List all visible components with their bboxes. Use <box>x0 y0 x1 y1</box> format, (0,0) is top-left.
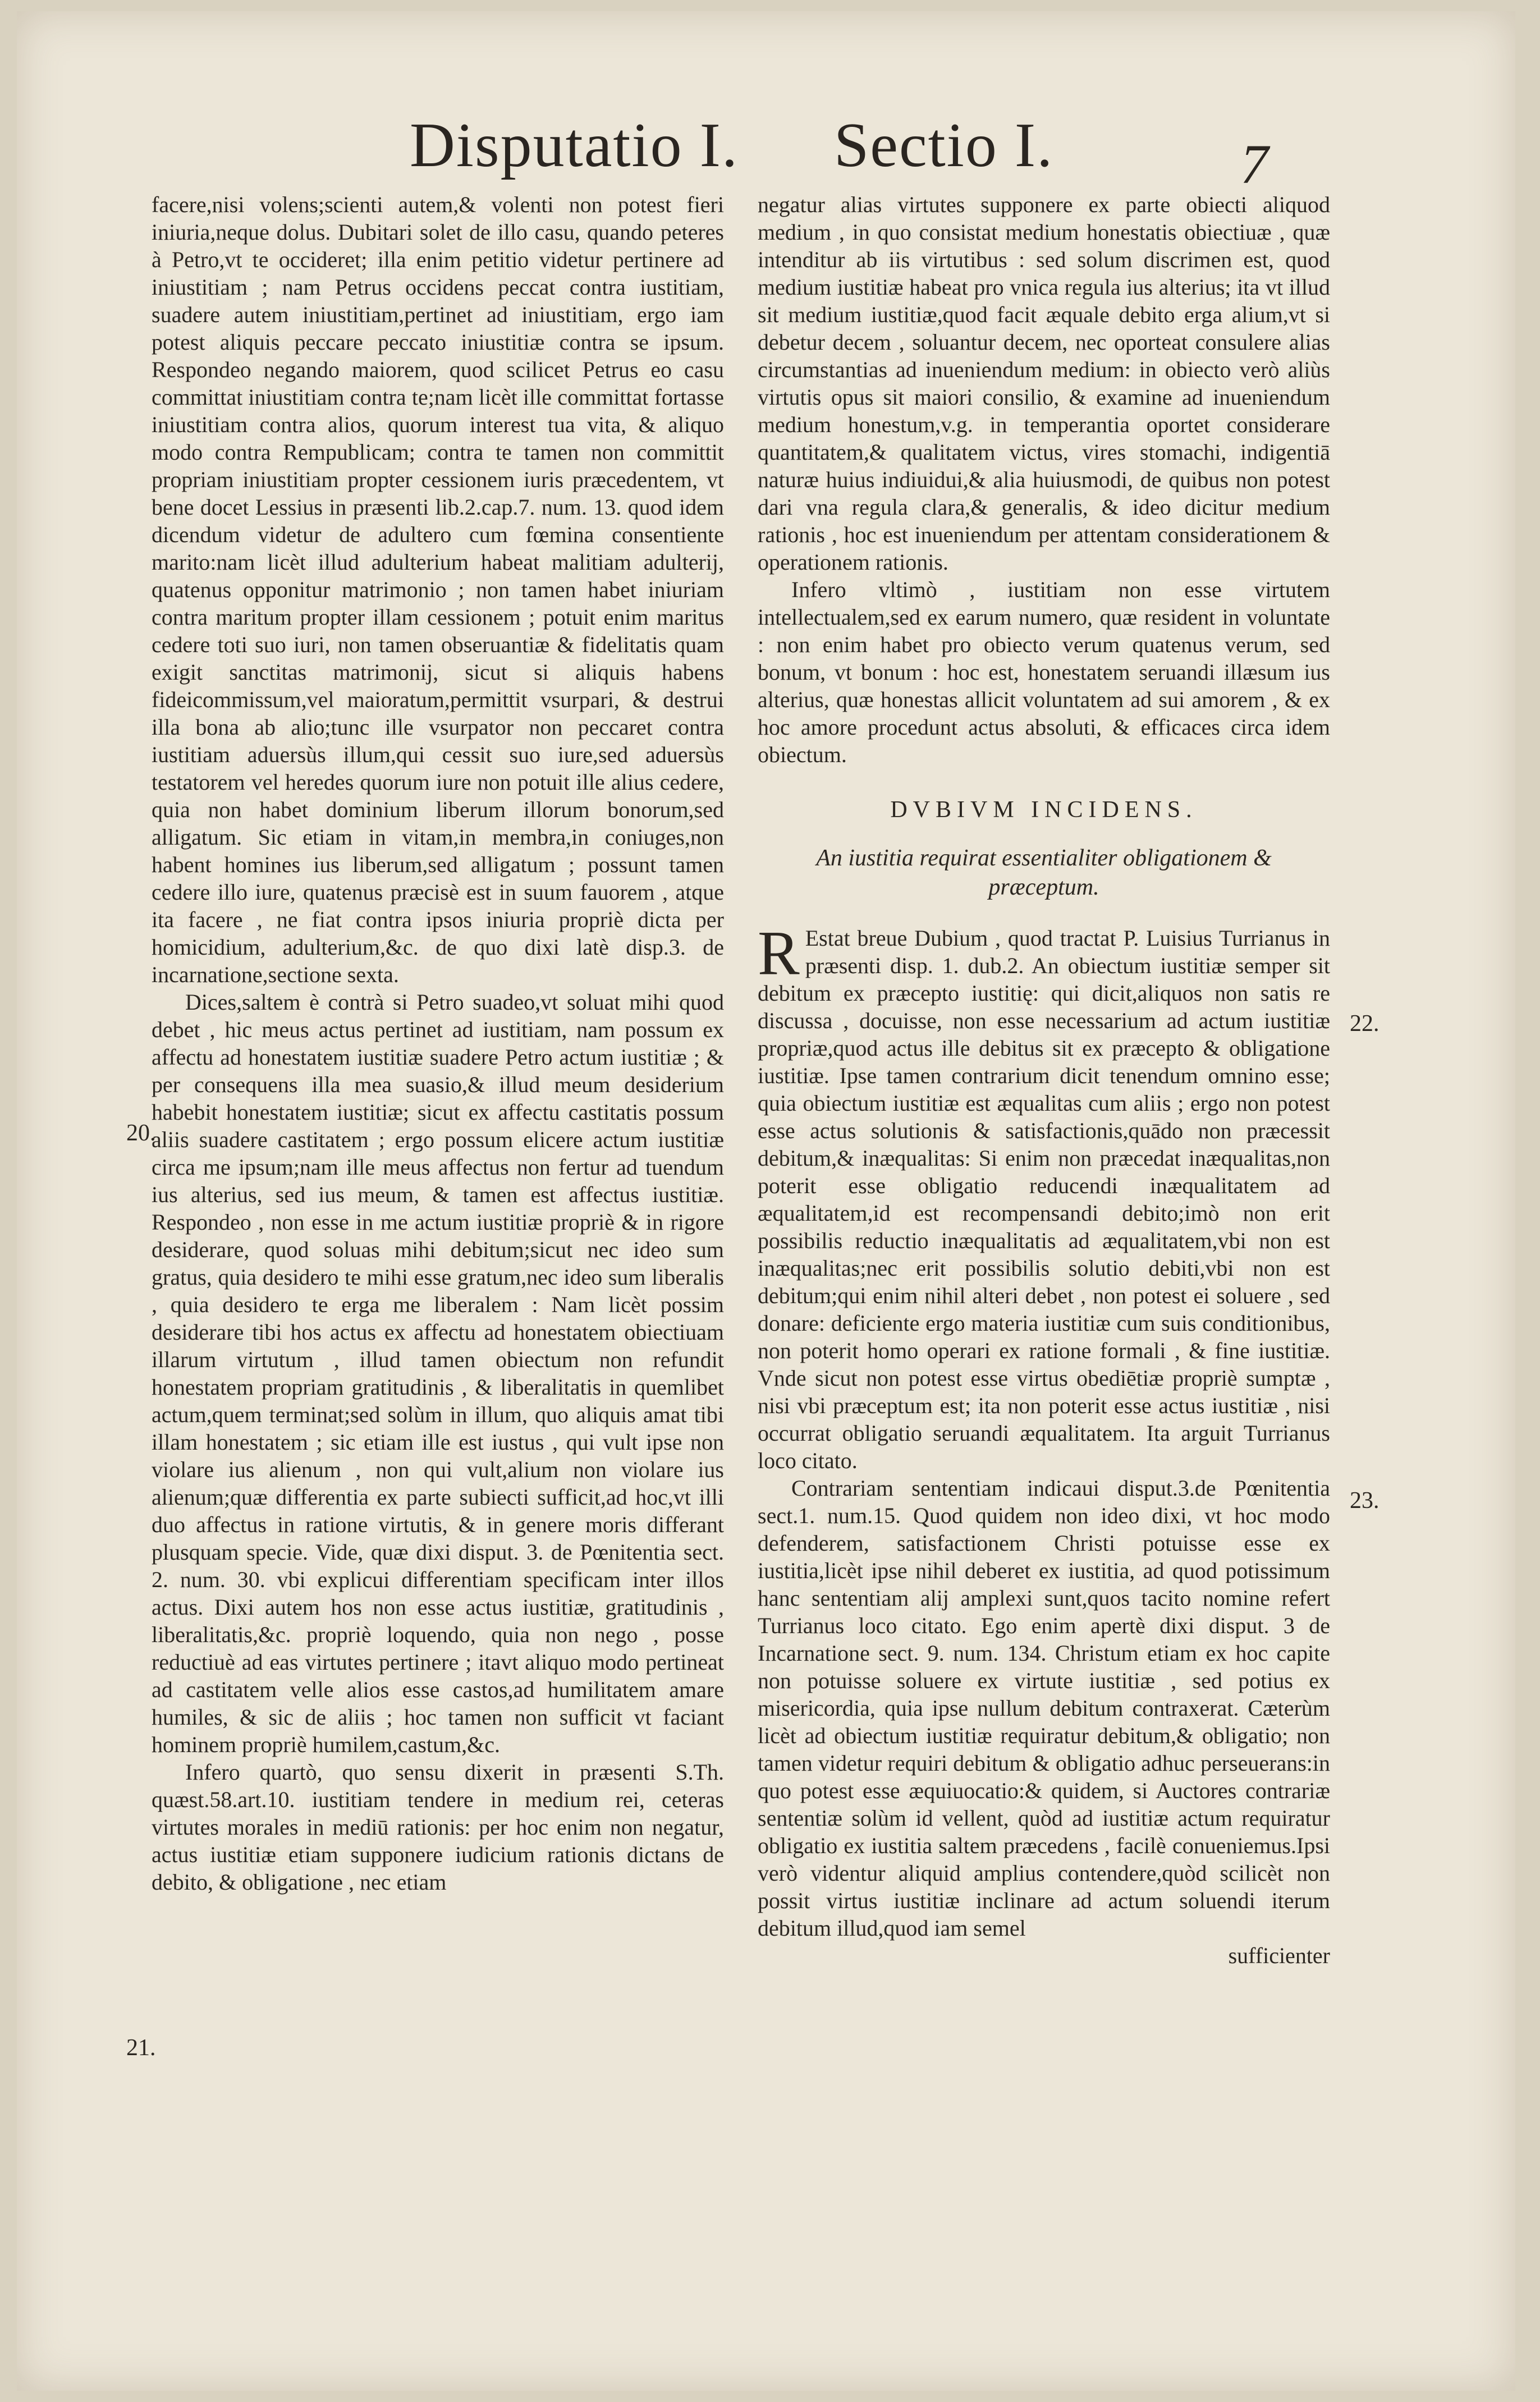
paragraph: negatur alias virtutes supponere ex parte obiecti aliquod medium , in quo consistat medium honestatis obiectiuæ , quæ intenditur ab iis virtutibus : sed solum discrimen est, quod medium iustitiæ habeat pro vnica regula ius alterius; ita vt illud sit medium iustitiæ,quod facit æquale debito erga alium,vt si debetur decem , soluantur decem, nec oporteat consulere alias circumstantias ad inueniendum medium: in obiecto verò aliùs virtutis opus sit maiori consilio, & examine ad inueniendum medium honestum,v.g. in temperantia oportet considerare quantitatem,& qualitatem victus, vires stomachi, indigentiā naturæ huius indiuidui,& alia huiusmodi, de quibus non potest dari vna regula clara,& generalis, & ideo dicitur medium rationis , hoc est inueniendum per attentam considerationem & operationem rationis. <box>758 192 1330 575</box>
paragraph: Infero quartò, quo sensu dixerit in præsenti S.Th. quæst.58.art.10. iustitiam tendere in medium rei, ceteras virtutes morales in mediū rationis: per hoc enim non negatur, actus iustitiæ etiam supponere iudicium rationis dictans de debito, & obligatione , nec etiam <box>152 1759 724 1895</box>
paragraph: Infero vltimò , iustitiam non esse virtutem intellectualem,sed ex earum numero, quæ resident in voluntate : non enim habet pro obiecto verum quatenus verum, sed bonum, vt bonum : hoc est, honestatem seruandi illæsum ius alterius, quæ honestas allicit voluntatem ad sui amorem , & ex hoc amore procedunt actus absoluti, & efficaces circa idem obiectum. <box>758 577 1330 767</box>
paragraph: Dices,saltem è contrà si Petro suadeo,vt soluat mihi quod debet , hic meus actus pertinet ad iustitiam, nam possum ex affectu ad honestatem iustitiæ suadere Petro actum iustitiæ ; & per consequens illa mea suasio,& illud meum desiderium habebit honestatem iustitiæ; sicut ex affectu castitatis possum aliis suadere castitatem ; ergo possum elicere actum iustitiæ circa me ipsum;nam ille meus affectus non fertur ad tuendum ius alterius, sed ius meum, & tamen est affectus iustitiæ. Respondeo , non esse in me actum iustitiæ propriè & in rigore desiderare, quod soluas mihi debitum;sicut nec ideo sum gratus, quia desidero te mihi esse gratum,nec ideo sum liberalis , quia desidero te erga me liberalem : Nam licèt possim desiderare tibi hos actus ex affectu ad honestatem obiectiuam illarum virtutum , illud tamen obiectum non refundit honestatem propriam gratitudinis , & liberalitatis in quemlibet actum,quem terminat;sed solùm in illum, quo aliquis amat tibi illam honestatem ; sic etiam ille est iustus , qui vult ipse non violare ius alienum , non qui vult,alium non violare ius alienum;quæ differentia ex parte subiecti sufficit,ad hoc,vt illi duo affectus in ratione virtutis, & in genere moris differant plusquam specie. Vide, quæ dixi disput. 3. de Pœnitentia sect. 2. num. 30. vbi explicui differentiam specificam inter illos actus. Dixi autem hos non esse actus iustitiæ, gratitudinis , liberalitatis,&c. propriè loquendo, quia non nego , posse reductiuè ad eas virtutes pertinere ; itavt aliquo modo pertineat ad castitatem velle alios esse castos,ad humilitatem amare humiles, & sic de aliis ; hoc tamen non sufficit vt faciant hominem propriè humilem,castum,&c. <box>152 989 724 1757</box>
section-subheading: An iustitia requirat essentialiter obligationem & præceptum. <box>816 845 1272 900</box>
right-column <box>758 191 1330 1969</box>
margin-number: 21. <box>126 2035 156 2061</box>
page-number: 7 <box>1240 133 1268 195</box>
left-column <box>152 191 724 1896</box>
running-head-left: Disputatio I. <box>410 111 739 180</box>
margin-number: 23. <box>1350 1488 1379 1514</box>
paragraph-text: Estat breue Dubium , quod tractat P. Luisius Turrianus in præsenti disp. 1. dub.2. An obiectum iustitiæ semper sit debitum ex præcepto iustitię: qui dicit,aliquos non satis re discussa , docuisse, non esse necessarium ad actum iustitiæ propriæ,quod actus ille debitus sit ex præcepto & obligatione iustitiæ. Ipse tamen contrarium dicit tenendum omnino esse; quia obiectum iustitiæ est æqualitas cum aliis ; ergo non potest esse actus solutionis & satisfactionis,quādo non præcessit debitum,& inæqualitas: Si enim non præcedat inæqualitas,non poterit esse obligatio reducendi inæqualitatem ad æqualitatem,id est recompensandi debito;imò non erit possibilis reductio inæqualitatis ad æqualitatem,vbi non est inæqualitas;nec erit possibilis solutio debiti,vbi non est debitum;qui enim nihil alteri debet , non potest ei soluere , sed donare: deficiente ergo materia iustitiæ cum suis conditionibus, non poterit homo operari ex ratione formali , & fine iustitiæ. Vnde sicut non potest esse virtus obediētiæ propriè sumptæ , nisi vbi præceptum est; ita non poterit esse actus iustitiæ , nisi occurrat obligatio seruandi æqualitatem. Ita arguit Turrianus loco citato. <box>758 925 1330 1473</box>
paragraph: Contrariam sententiam indicaui disput.3.de Pœnitentia sect.1. num.15. Quod quidem non ideo dixi, vt hoc modo defenderem, satisfactionem Christi potuisse esse ex iustitia,licèt ipse nihil deberet ex iustitia, ad quod potissimum hanc sententiam alij amplexi sunt,quos tacito nomine refert Turrianus loco citato. Ego enim apertè dixi disput. 3 de Incarnatione sect. 9. num. 134. Christum etiam ex hoc capite non potuisse soluere ex virtute iustitiæ , sed potius ex misericordia, quia ipse nullum debitum contraxerat. Cæterùm licèt ad obiectum iustitiæ requiratur debitum,& obligatio; non tamen videtur requiri debitum & obligatio adhuc perseuerans:in quo potest esse æquiuocatio:& quidem, si Auctores contrariæ sententiæ solùm id vellent, quòd ad iustitiæ actum requiratur obligatio ex iustitia saltem præcedens , facilè conueniemus.Ipsi verò videntur aliquid amplius contendere,quòd scilicèt non possit virtus iustitiæ inclinare ad actum soluendi iterum debitum illud,quod iam semel <box>758 1475 1330 1941</box>
book-page <box>17 11 1515 2391</box>
section-heading: DVBIVM INCIDENS. <box>890 797 1198 823</box>
paragraph <box>758 919 1330 1474</box>
catchword: sufficienter <box>1228 1943 1330 1968</box>
margin-number: 22. <box>1350 1011 1379 1037</box>
running-head <box>410 109 1053 182</box>
paragraph: facere,nisi volens;scienti autem,& volenti non potest fieri iniuria,neque dolus. Dubitari solet de illo casu, quando peteres à Petro,vt te occideret; illa enim petitio videtur pertinere ad iniustitiam ; nam Petrus occidens peccat contra iustitiam, suadere autem iniustitiam,pertinet ad iniustitiam, ergo iam potest aliquis peccare peccato iniustitiæ contra se ipsum. Respondeo negando maiorem, quod scilicet Petrus eo casu committat iniustitiam contra te;nam licèt ille committat fortasse iniustitiam contra alios, quorum interest tua vita, & aliquo modo contra Rempublicam; contra te tamen non committit propriam iniustitiam propter cessionem iuris præcedentem, vt bene docet Lessius in præsenti lib.2.cap.7. num. 13. quod idem dicendum videtur de adultero cum fœmina consentiente marito:nam licèt illud adulterium habeat malitiam adulterij, quatenus opponitur matrimonio ; non tamen habet iniuriam contra maritum propter illam cessionem ; potuit enim maritus cedere toti suo iuri, non tamen obseruantiæ & fidelitatis quam exigit sanctitas matrimonij, sicut si aliquis habens fideicommissum,vel maioratum,permittit vsurpari, & destrui illa bona ab alio;tunc ille vsurpator non peccaret contra iustitiam aduersùs illum,qui cessit suo iure,sed aduersùs testatorem vel heredes quorum iure non potuit ille alius cedere, quia non habet dominium liberum illorum bonorum,sed alligatum. Sic etiam in vitam,in membra,in coniuges,non habent homines ius liberum,sed alligatum ; possunt tamen cedere illo iure, quatenus præcisè est in suum fauorem , atque ita facere , ne fiat contra ipsos iniuria propriè dicta per homicidium, adulterium,&c. de quo dixi latè disp.3. de incarnatione,sectione sexta. <box>152 192 724 987</box>
running-head-right: Sectio I. <box>833 111 1054 180</box>
drop-cap: R <box>758 919 800 988</box>
margin-number: 20. <box>126 1120 156 1146</box>
